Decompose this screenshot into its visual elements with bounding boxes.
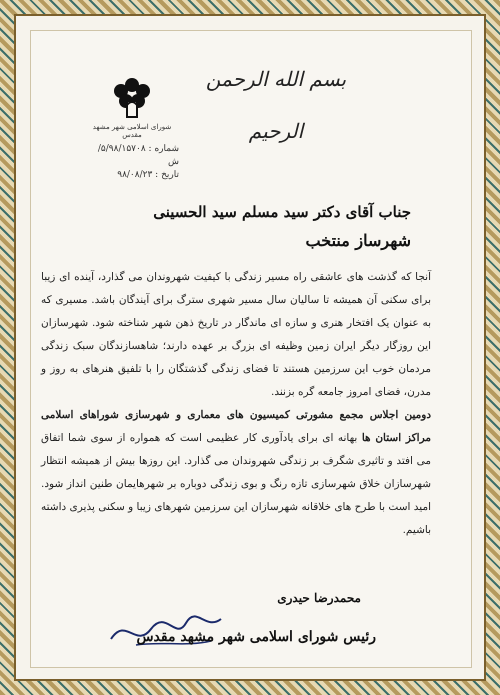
document-meta	[89, 143, 179, 182]
date-value: ۹۸/۰۸/۲۳	[117, 170, 153, 180]
date-label: تاریخ	[161, 170, 179, 180]
paragraph-2: بهانه ای برای یادآوری کار عظیمی است که همواره از سوی شما اتفاق می افتد و تاثیری شگرف بر زندگی شهروندان می گذارد. این روزها بیش از همیشه انتظار شهرسازان خلاق شهرسازی تازه رنگ و بوی زندگی دوباره بر شهرهایمان طنین انداز شود. امید است با طرح های خلاقانه شهرسازان این سرزمین شهرهای زیبا و سکنی پذیری داشته باشیم.	[41, 432, 431, 536]
letter-paper	[30, 30, 472, 668]
paragraph-emphasis: دومین اجلاس مجمع مشورتی کمیسیون های معماری و شهرسازی شوراهای اسلامی مراکز استان ها	[41, 409, 432, 444]
signatory-title: رئیس شورای اسلامی شهر مشهد مقدس	[136, 629, 376, 645]
council-logo	[87, 71, 177, 139]
paragraph-2-wrapper	[41, 404, 431, 542]
number-value: ۵/۹۸/۱۵۷۰۸/ش	[97, 144, 179, 167]
number-label: شماره	[154, 144, 179, 154]
signatory-name: محمدرضا حیدری	[277, 591, 361, 605]
council-emblem-icon	[107, 71, 157, 121]
recipient-line: جناب آقای دکتر سید مسلم سید الحسینی	[153, 203, 411, 221]
paragraph-1: آنجا که گذشت های عاشقی راه مسیر زندگی با کیفیت شهروندان می گذارد، آینده ای زیبا برای سکنی آن همیشه تا سالیان سال مسیر شهری سترگ برای آیندگان باشد. مسیری که به عنوان یک افتخار هنری و سازه ای ماندگار در تاریخ ذهن شهر شناخته شود. شهرسازان این روزگار دیگر ایران زمین وظیفه ای بزرگ بر عهده دارند؛ شاهسازندگان سبک زندگی مردمان خوب این سرزمین هستند تا فضای زندگی گذشتگان را با تلفیق هنرهای به روز و مدرن، فضای امروز جامعه گره بزنند.	[41, 271, 431, 398]
bismillah-calligraphy: بسم الله الرحمن الرحیم	[205, 67, 347, 143]
letter-body	[41, 266, 431, 542]
date-line: تاریخ : ۹۸/۰۸/۲۳	[117, 170, 179, 180]
recipient-title: شهرساز منتخب	[305, 231, 411, 250]
logo-caption: شورای اسلامی شهر مشهد مقدس	[92, 123, 172, 139]
number-line: شماره : ۵/۹۸/۱۵۷۰۸/ش	[97, 144, 179, 167]
